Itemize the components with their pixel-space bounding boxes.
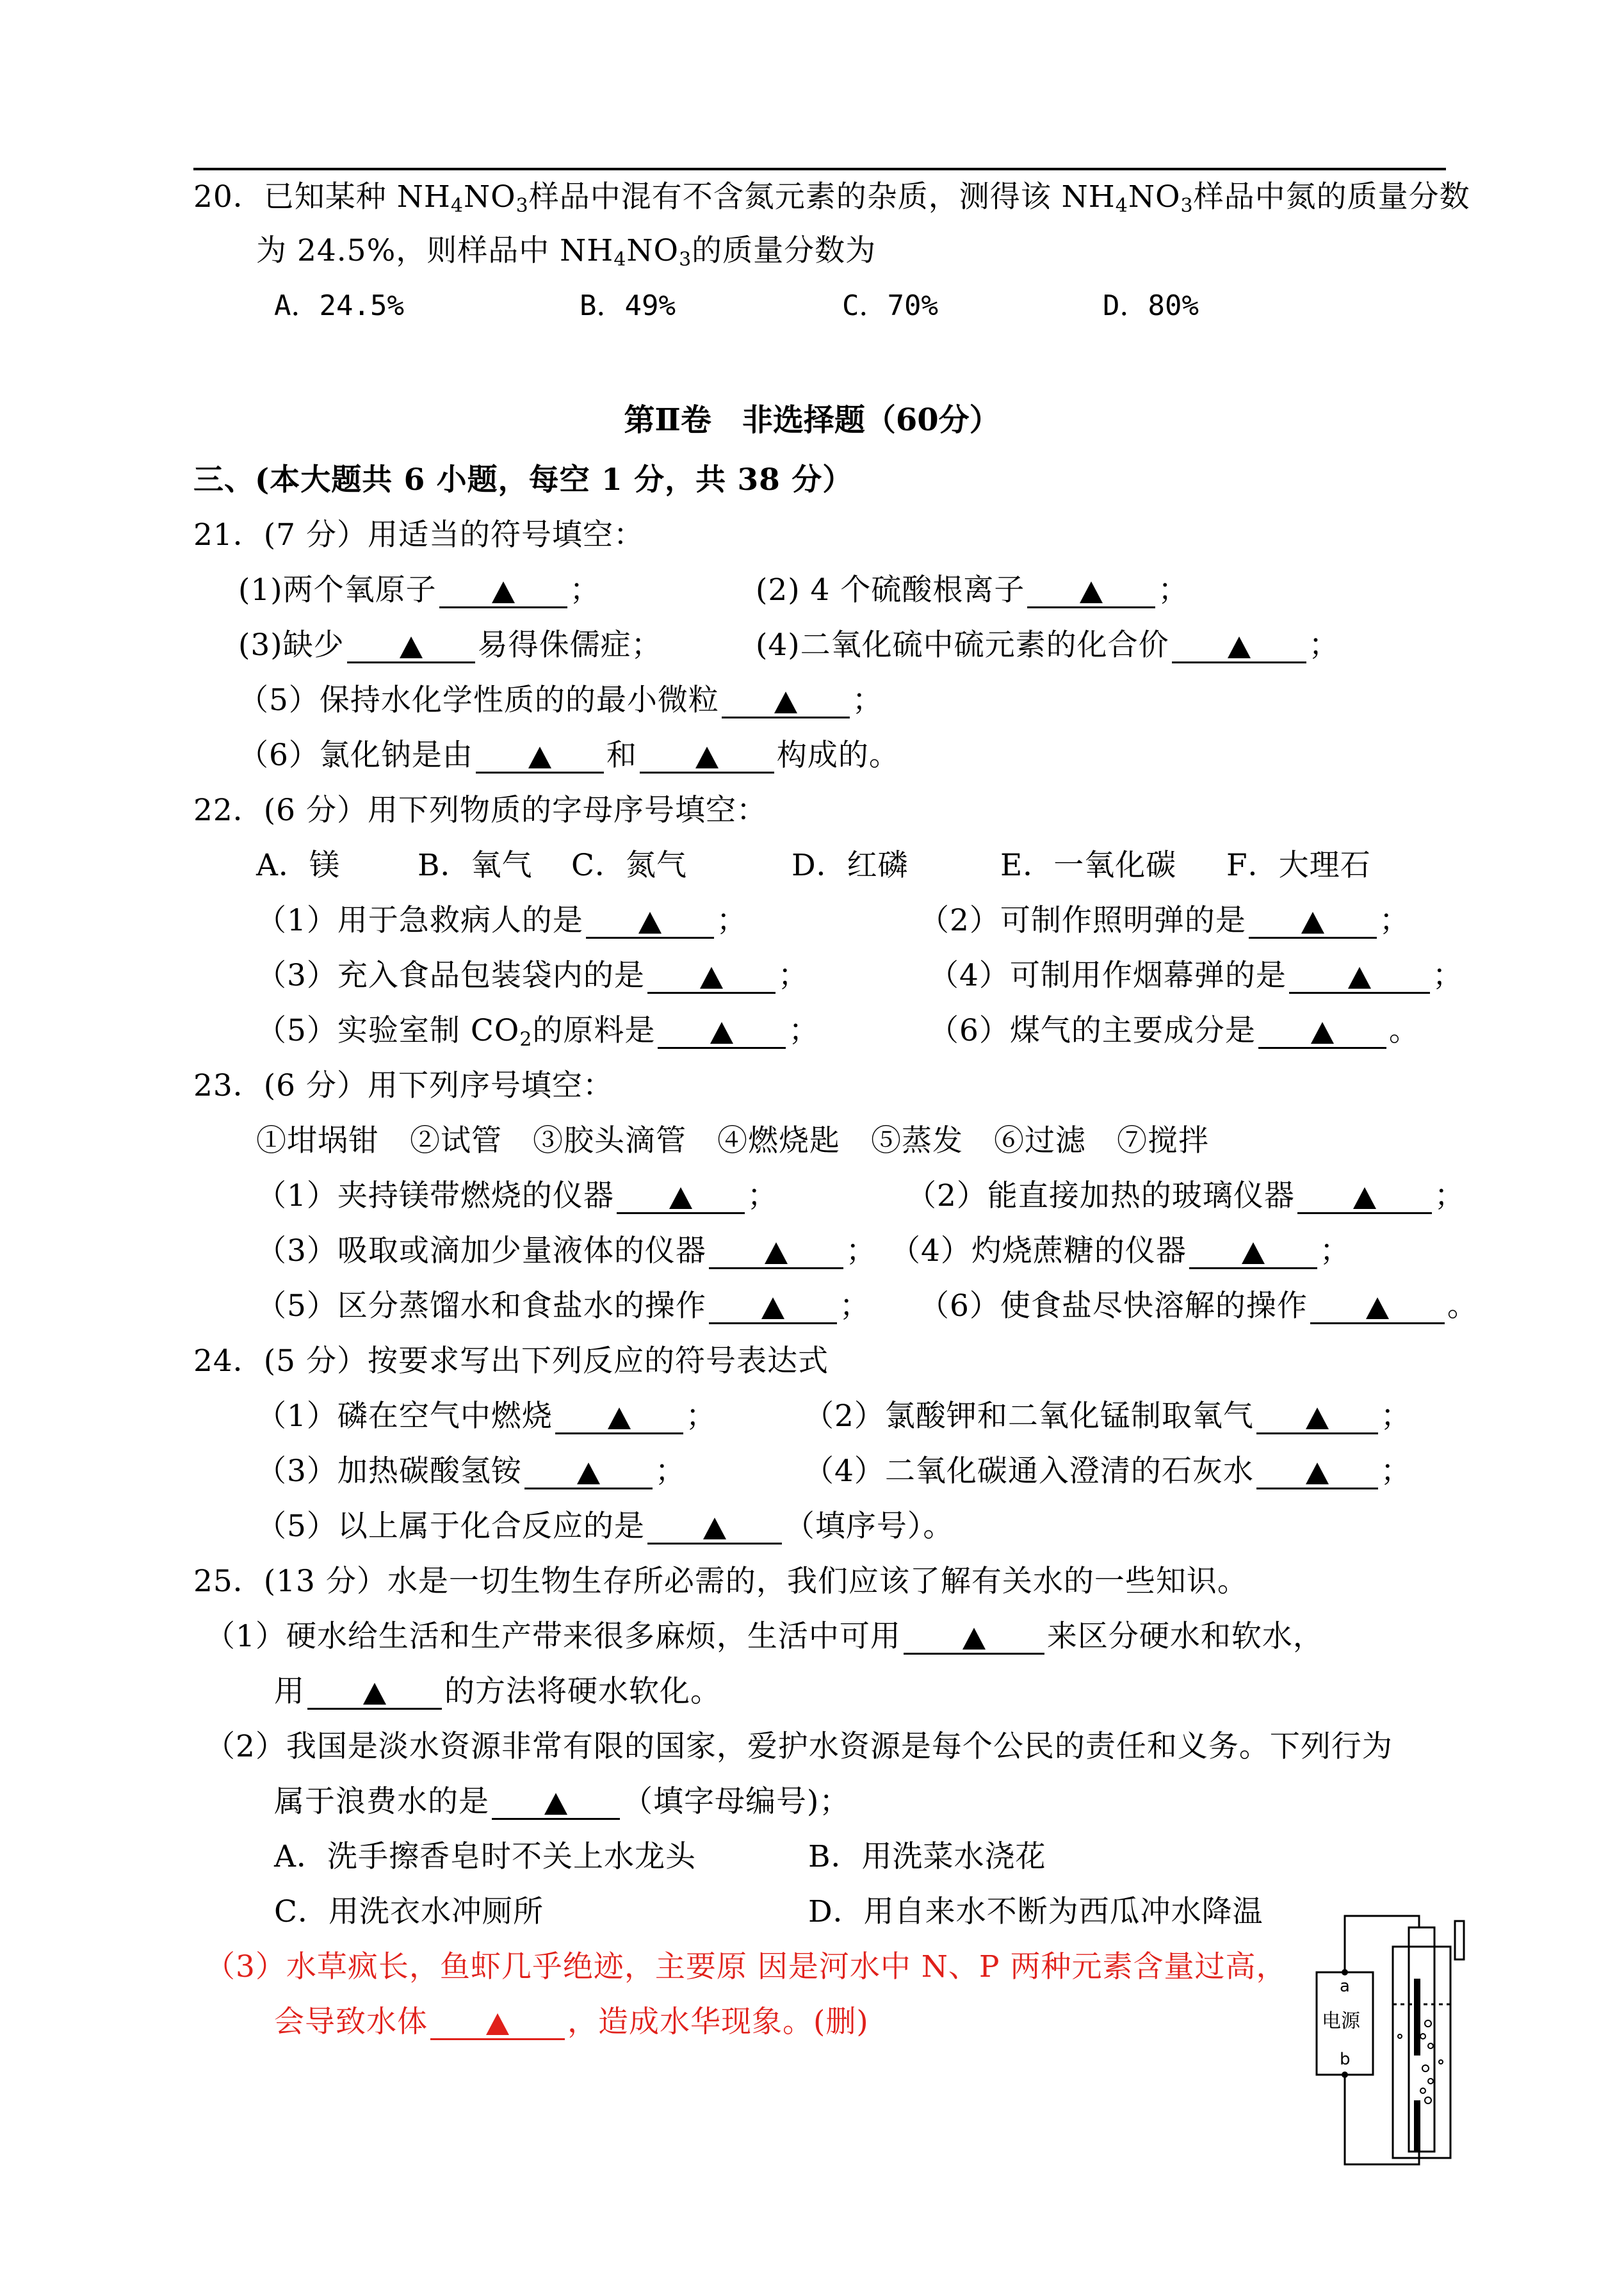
q24-part4: （4）二氧化碳通入澄清的石灰水 ；: [804, 1454, 1411, 1489]
q25-part2-line2: 属于浪费水的是 （填字母编号)；: [274, 1784, 850, 1819]
q22-part4: （4）可制用作烟幕弹的是 ；: [929, 958, 1463, 993]
answer-blank[interactable]: [439, 574, 567, 608]
q25-option-b: B．用洗菜水浇花: [808, 1839, 1046, 1874]
q20-line2: 为 24.5%，则样品中 $NH_4NO_3$的质量分数为: [256, 233, 877, 271]
q25-part2-line1: （2）我国是淡水资源非常有限的国家，爱护水资源是每个公民的责任和义务。下列行为: [205, 1729, 1393, 1764]
electrolysis-diagram: [1313, 1908, 1498, 2177]
q21-part3: (3)缺少 易得侏儒症；: [238, 628, 662, 663]
q23-part6: （6）使食盐尽快溶解的操作 。: [919, 1288, 1478, 1324]
q24-part1: （1）磷在空气中燃烧 ；: [256, 1399, 717, 1434]
q25-part1-line2: 用 的方法将硬水软化。: [274, 1674, 721, 1709]
q23-head: 23．(6 分）用下列序号填空：: [193, 1068, 613, 1103]
triangle-icon: [528, 747, 551, 768]
q25-option-c: C．用洗衣水冲厕所: [274, 1894, 544, 1929]
q24-part2: （2）氯酸钾和二氧化锰制取氧气 ；: [804, 1399, 1411, 1434]
answer-blank[interactable]: [1249, 905, 1377, 939]
q22-part2: （2）可制作照明弹的是 ；: [919, 903, 1410, 938]
q20-option-a: A．24.5%: [274, 289, 404, 322]
q21-part5: （5）保持水化学性质的的最小微粒 ；: [238, 683, 883, 718]
electrode-top: [1414, 1979, 1420, 2056]
triangle-icon: [1080, 581, 1103, 603]
triangle-icon: [363, 1683, 386, 1705]
q23-items: ①坩埚钳 ②试管 ③胶头滴管 ④燃烧匙 ⑤蒸发 ⑥过滤 ⑦搅拌: [256, 1123, 1209, 1158]
q23-part4: （4）灼烧蔗糖的仪器 ；: [890, 1233, 1351, 1269]
triangle-icon: [765, 1242, 788, 1264]
answer-blank[interactable]: [640, 740, 774, 774]
answer-blank[interactable]: [1258, 1015, 1386, 1049]
section3-header: 三、(本大题共 6 小题，每空 1 分，共 38 分）: [193, 462, 854, 498]
q21-part1: (1)两个氧原子 ；: [238, 572, 601, 608]
q25-option-d: D．用自来水不断为西瓜冲水降温: [808, 1894, 1263, 1929]
electrode-bottom: [1414, 2100, 1420, 2152]
q24-part5: （5）以上属于化合反应的是 （填序号）。: [256, 1509, 954, 1544]
q25-part3-line1: （3）水草疯长，鱼虾几乎绝迹，主要原 因是河水中 N、P 两种元素含量过高，: [205, 1949, 1287, 1984]
side-tube: [1455, 1921, 1464, 1959]
triangle-icon: [703, 1518, 726, 1539]
q25-part1-line1: （1）硬水给生活和生产带来很多麻烦，生活中可用 来区分硬水和软水，: [205, 1619, 1324, 1654]
answer-blank[interactable]: [555, 1400, 683, 1434]
q22-head: 22．(6 分）用下列物质的字母序号填空：: [193, 793, 767, 828]
q23-part1: （1）夹持镁带燃烧的仪器 ；: [256, 1178, 778, 1213]
answer-blank[interactable]: [1256, 1456, 1378, 1489]
triangle-icon: [544, 1793, 567, 1815]
answer-blank[interactable]: [524, 1456, 653, 1489]
triangle-icon: [1353, 1187, 1376, 1209]
answer-blank[interactable]: [647, 960, 775, 994]
q21-part6: （6）氯化钠是由 和 构成的。: [238, 738, 900, 773]
q22-part5: （5）实验室制 $CO_2$的原料是 ；: [256, 1013, 820, 1051]
answer-blank[interactable]: [658, 1015, 786, 1049]
answer-blank[interactable]: [1297, 1180, 1432, 1214]
answer-blank[interactable]: [1027, 574, 1155, 608]
answer-blank[interactable]: [476, 740, 604, 774]
test-tube: [1409, 1927, 1434, 2152]
triangle-icon: [962, 1628, 986, 1650]
triangle-icon: [710, 1022, 733, 1044]
triangle-icon: [1366, 1297, 1389, 1319]
triangle-icon: [774, 692, 797, 713]
q22-choice-b: B．氧气: [418, 848, 533, 883]
triangle-icon: [486, 2013, 509, 2035]
section-title: 第Ⅱ卷 非选择题（60分）: [624, 402, 1000, 438]
answer-blank[interactable]: [1256, 1400, 1378, 1434]
answer-blank[interactable]: [617, 1180, 745, 1214]
q21-part2: (2) 4 个硫酸根离子 ；: [756, 572, 1189, 608]
triangle-icon: [608, 1407, 631, 1429]
triangle-icon: [1311, 1022, 1334, 1044]
triangle-icon: [1228, 637, 1251, 658]
q24-head: 24．(5 分）按要求写出下列反应的符号表达式: [193, 1343, 829, 1379]
q22-part6: （6）煤气的主要成分是 。: [929, 1013, 1420, 1048]
q20-option-b: B．49%: [580, 289, 676, 322]
answer-blank[interactable]: [1310, 1290, 1445, 1324]
q25-option-a: A．洗手擦香皂时不关上水龙头: [274, 1839, 696, 1874]
label-b: b: [1340, 2050, 1351, 2069]
label-a: a: [1340, 1977, 1350, 1996]
answer-blank[interactable]: [904, 1621, 1044, 1655]
triangle-icon: [761, 1297, 784, 1319]
q22-choice-a: A．镁: [256, 848, 340, 883]
answer-blank[interactable]: [709, 1290, 837, 1324]
q21-part4: (4)二氧化硫中硫元素的化合价 ；: [756, 628, 1340, 663]
water-container: [1393, 1947, 1450, 2158]
triangle-icon: [1306, 1407, 1329, 1429]
answer-blank[interactable]: [722, 685, 850, 718]
label-power: 电源: [1322, 2010, 1360, 2032]
answer-blank[interactable]: [1289, 960, 1430, 994]
triangle-icon: [700, 967, 723, 989]
triangle-icon: [1348, 967, 1371, 989]
q22-part1: （1）用于急救病人的是 ；: [256, 903, 747, 938]
top-rule: [193, 168, 1446, 170]
q20-line1: 20．已知某种 $NH_4NO_3$样品中混有不含氮元素的杂质，测得该 $NH_4NO_3$样品中氮的质量分数: [193, 179, 1470, 217]
triangle-icon: [695, 747, 719, 768]
triangle-icon: [638, 912, 662, 934]
answer-blank[interactable]: [709, 1235, 843, 1269]
triangle-icon: [492, 581, 515, 603]
q25-part3-line2: 会导致水体 ，造成水华现象。(删): [274, 2004, 869, 2040]
q20-option-c: C．70%: [842, 289, 938, 322]
q22-part3: （3）充入食品包装袋内的是 ；: [256, 958, 809, 993]
answer-blank[interactable]: [347, 629, 475, 663]
answer-blank[interactable]: [430, 2006, 565, 2040]
q21-head: 21．(7 分）用适当的符号填空：: [193, 517, 644, 553]
q22-choice-c: C．氮气: [571, 848, 687, 883]
q25-head: 25．(13 分）水是一切生物生存所必需的，我们应该了解有关水的一些知识。: [193, 1564, 1248, 1599]
q22-choice-d: D．红磷: [792, 848, 909, 883]
answer-blank[interactable]: [307, 1676, 442, 1710]
q20-option-d: D．80%: [1103, 289, 1199, 322]
q23-part2: （2）能直接加热的玻璃仪器 ；: [906, 1178, 1465, 1213]
answer-blank[interactable]: [492, 1786, 620, 1820]
q24-part3: （3）加热碳酸氢铵 ；: [256, 1454, 686, 1489]
q22-choice-f: F．大理石: [1226, 848, 1371, 883]
q23-part3: （3）吸取或滴加少量液体的仪器 ；: [256, 1233, 877, 1269]
triangle-icon: [1242, 1242, 1265, 1264]
triangle-icon: [1306, 1463, 1329, 1484]
answer-blank[interactable]: [1172, 629, 1306, 663]
answer-blank[interactable]: [1189, 1235, 1317, 1269]
q23-part5: （5）区分蒸馏水和食盐水的操作 ；: [256, 1288, 870, 1324]
triangle-icon: [669, 1187, 692, 1209]
triangle-icon: [400, 637, 423, 658]
q22-choice-e: E．一氧化碳: [1000, 848, 1177, 883]
answer-blank[interactable]: [586, 905, 714, 939]
triangle-icon: [1301, 912, 1324, 934]
triangle-icon: [577, 1463, 600, 1484]
answer-blank[interactable]: [647, 1511, 782, 1545]
